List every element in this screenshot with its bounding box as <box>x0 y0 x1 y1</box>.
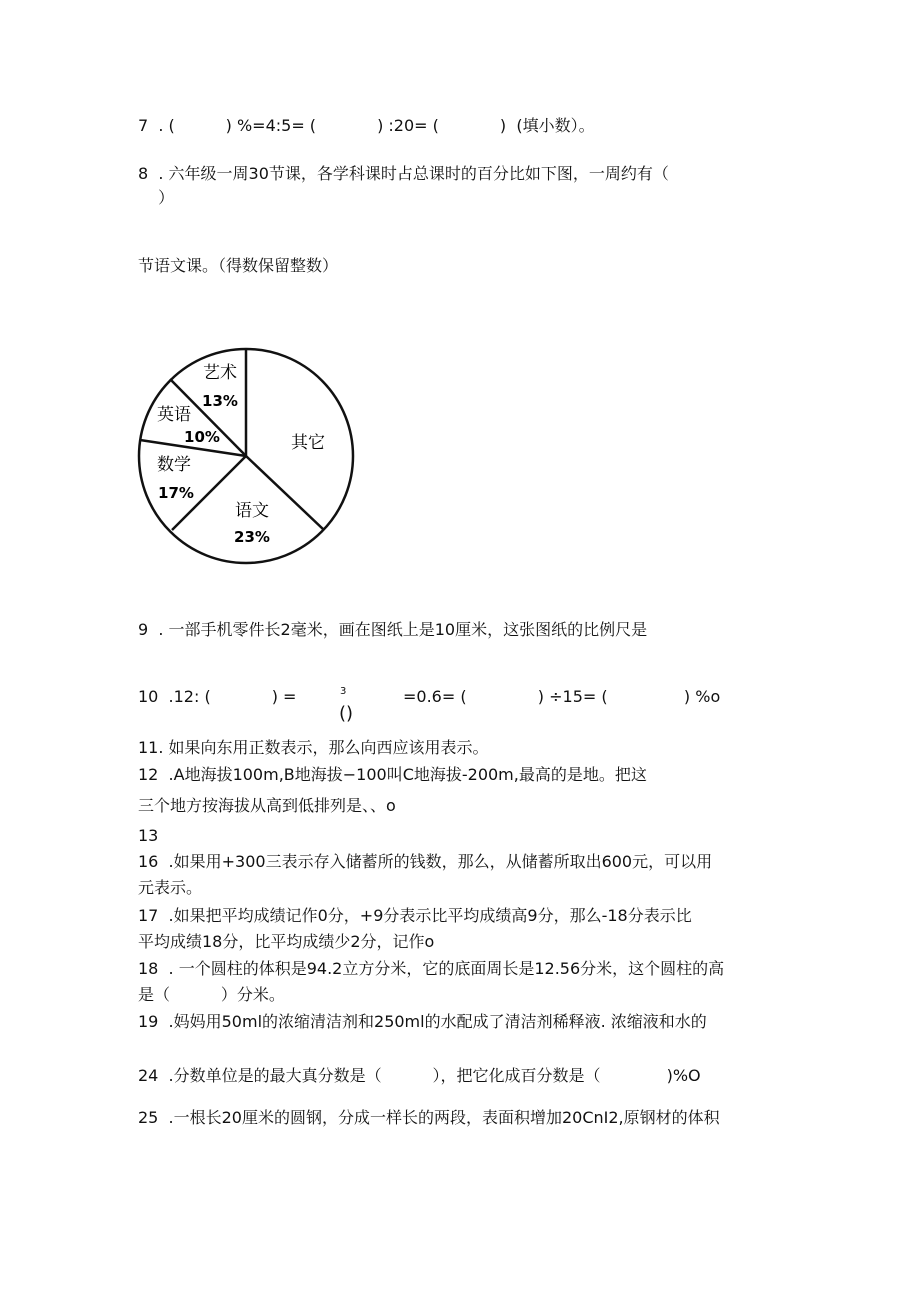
question-18-line2: 是（ ）分米。 <box>138 985 285 1004</box>
slice-pct-art: 13% <box>202 392 238 410</box>
question-8-line1: 8 . 六年级一周30节课，各学科课时占总课时的百分比如下图，一周约有（ <box>138 164 669 183</box>
question-17-line1: 17 .如果把平均成绩记作0分，+9分表示比平均成绩高9分，那么-18分表示比 <box>138 906 692 925</box>
slice-label-english: 英语 <box>157 405 191 425</box>
pie-chart <box>134 344 358 568</box>
question-10-part1: 10 .12: ( ) = <box>138 687 297 706</box>
question-13: 13 <box>138 826 159 845</box>
slice-label-chinese: 语文 <box>235 501 269 521</box>
question-17-line2: 平均成绩18分，比平均成绩少2分，记作o <box>138 932 435 951</box>
question-16-line1: 16 .如果用+300三表示存入储蓄所的钱数，那么，从储蓄所取出600元，可以用 <box>138 852 713 871</box>
question-10-fraction-denominator: () <box>339 703 354 724</box>
question-10-fraction-numerator: 3 <box>340 686 347 697</box>
question-12-line1: 12 .A地海拔100m,B地海拔−100叫C地海拔-200m,最高的是地。把这 <box>138 765 647 784</box>
question-24: 24 .分数单位是的最大真分数是（ ），把它化成百分数是（ )%O <box>138 1066 701 1085</box>
question-11: 11. 如果向东用正数表示，那么向西应该用表示。 <box>138 738 489 757</box>
slice-pct-chinese: 23% <box>234 528 270 546</box>
slice-label-art: 艺术 <box>203 363 237 383</box>
question-10-part2: =0.6= ( ) ÷15= ( ) %o <box>403 687 721 706</box>
slice-label-math: 数学 <box>157 455 191 475</box>
slice-pct-english: 10% <box>184 428 220 446</box>
question-9: 9 . 一部手机零件长2毫米，画在图纸上是10厘米，这张图纸的比例尺是 <box>138 620 648 639</box>
question-16-line2: 元表示。 <box>138 878 203 897</box>
question-8-line3: 节语文课。（得数保留整数） <box>138 256 339 275</box>
slice-pct-math: 17% <box>158 484 194 502</box>
question-25: 25 .一根长20厘米的圆钢，分成一样长的两段，表面积增加20CnI2,原钢材的体积 <box>138 1108 720 1127</box>
question-19: 19 .妈妈用50ml的浓缩清洁剂和250ml的水配成了清洁剂稀释液. 浓缩液和水的 <box>138 1012 707 1031</box>
question-7: 7 . ( ) %=4:5= ( ) :20= ( ) (填小数）。 <box>138 116 595 135</box>
question-12-line2: 三个地方按海拔从高到低排列是、、o <box>138 796 396 815</box>
slice-label-other: 其它 <box>291 433 325 453</box>
question-18-line1: 18 . 一个圆柱的体积是94.2立方分米，它的底面周长是12.56分米，这个圆柱的高 <box>138 959 725 978</box>
question-8-line2: ） <box>148 188 175 207</box>
